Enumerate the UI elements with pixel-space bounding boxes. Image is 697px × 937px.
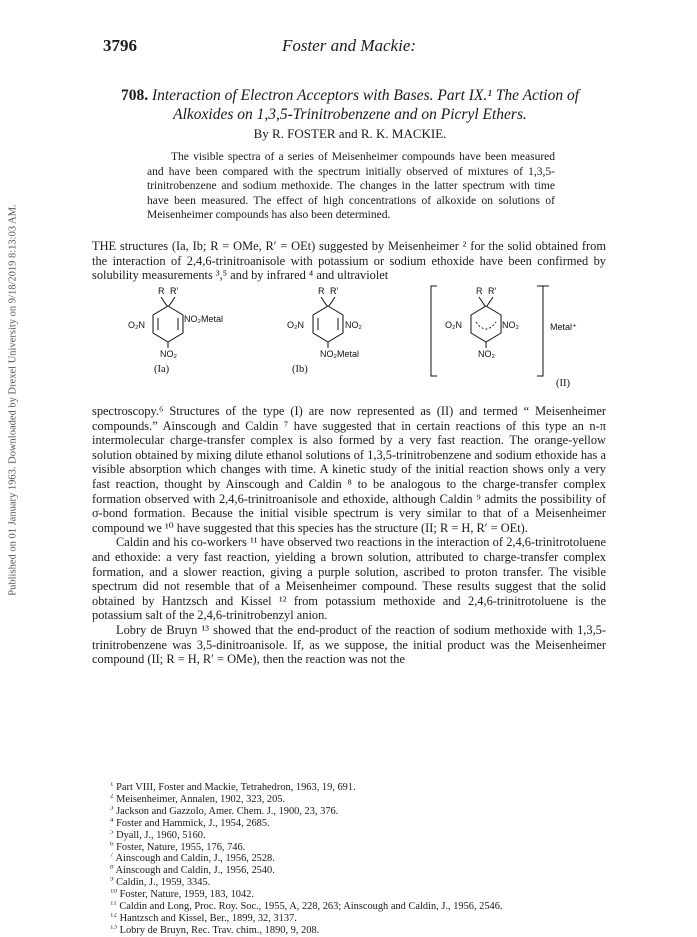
main-body bbox=[92, 404, 606, 667]
footnote: $^{13}$ Lobry de Bruyn, Rec. Trav. chim., 1890, 9, 208. bbox=[110, 924, 320, 936]
footnote: $^{10}$ Foster, Nature, 1959, 183, 1042. bbox=[110, 889, 254, 901]
label-ib: (Ib) bbox=[292, 364, 308, 375]
paragraph-intro bbox=[92, 239, 606, 283]
ib-no2-metal: NO₂Metal bbox=[320, 349, 360, 359]
ii-r-prime: R′ bbox=[488, 286, 497, 296]
footnote: $^6$ Foster, Nature, 1955, 176, 746. bbox=[110, 841, 246, 853]
download-note: Published on 01 January 1963. Downloaded by Drexel University on 9/18/2019 8:13:03 AM. bbox=[7, 204, 19, 596]
ia-no2: NO₂ bbox=[160, 349, 177, 359]
ia-r: R bbox=[158, 286, 165, 296]
ii-o2n: O₂N bbox=[445, 320, 462, 330]
structure-ia bbox=[128, 286, 223, 375]
label-ii: (II) bbox=[556, 378, 570, 389]
footnote: $^7$ Ainscough and Caldin, J., 1956, 2528. bbox=[110, 853, 275, 865]
abstract bbox=[147, 150, 555, 223]
ib-no2: NO₂ bbox=[345, 320, 362, 330]
structure-diagram bbox=[92, 284, 606, 392]
ib-r: R bbox=[318, 286, 325, 296]
footnote: $^8$ Ainscough and Caldin, J., 1956, 2540. bbox=[110, 865, 275, 877]
ib-o2n: O₂N bbox=[287, 320, 304, 330]
footnote: $^3$ Jackson and Gazzolo, Amer. Chem. J., 1900, 23, 376. bbox=[110, 805, 339, 817]
ia-no2-metal: NO₂Metal bbox=[184, 314, 224, 324]
paragraph-2: spectroscopy.⁶ Structures of the type (I) are now represented as (II) and termed “ Meisenheimer compounds.” Ainscough and Caldin ⁷ have suggested that in certain reactions of this type an n-π intermolecular charge-transfer complex is also formed by a very fast reaction. The orange-yellow solution obtained by mixing dilute ethanol solutions of 1,3,5-trinitrobenzene and sodium ethoxide has a visible absorption which changes with time. A kinetic study of the initial reaction shows only a very fast reaction, thought by Ainscough and Caldin ⁸ to be analogous to the charge-transfer complex formation observed with 2,4,6-trinitroanisole and ethoxide, although Caldin ⁹ admits the possibility of σ-bond formation. Because the initial visible spectrum is very similar to that of a Meisenheimer compound we ¹⁰ have suggested that this species has the structure (II; R = H, R′ = OEt). bbox=[92, 404, 606, 535]
paragraph-3: Caldin and his co-workers ¹¹ have observed two reactions in the interaction of 2,4,6-trinitrotoluene and ethoxide: a very fast reaction, yielding a brown solution, attributed to charge-transfer complex formation, and a slower reaction, giving a purple solution, ascribed to proton transfer. The visible spectrum did not resemble that of a Meisenheimer compound. These results suggest that the solid obtained by Hantzsch and Kissel ¹² from potassium methoxide and 2,4,6-trinitrotoluene is the potassium salt of the 2,4,6-trinitrobenzyl anion. bbox=[92, 535, 606, 623]
article-title bbox=[100, 86, 600, 124]
paragraph-1: THE structures (Ia, Ib; R = OMe, R′ = OEt) suggested by Meisenheimer ² for the solid obtained from the interaction of 2,4,6-trinitroanisole with potassium or sodium ethoxide have been confirmed by solubility measurements ³,⁵ and by infrared ⁴ and ultraviolet bbox=[92, 239, 606, 283]
article-number: 708. bbox=[120, 87, 149, 104]
footnote: $^9$ Caldin, J., 1959, 3345. bbox=[110, 877, 211, 889]
footnote: $^5$ Dyall, J., 1960, 5160. bbox=[110, 829, 206, 841]
structure-ii bbox=[431, 286, 577, 389]
article-title-text: Interaction of Electron Acceptors with Bases. Part IX.¹ The Action of Alkoxides on 1,3,5-Trinitrobenzene and on Picryl Ethers. bbox=[151, 87, 580, 123]
ii-r: R bbox=[476, 286, 483, 296]
download-watermark bbox=[4, 120, 22, 680]
footnotes bbox=[110, 782, 590, 937]
ia-r-prime: R′ bbox=[170, 286, 179, 296]
structure-figure bbox=[92, 284, 606, 392]
ii-metal-cation: Metal⁺ bbox=[550, 322, 577, 332]
page-header bbox=[103, 36, 595, 58]
structure-ib bbox=[287, 286, 363, 375]
abstract-text: The visible spectra of a series of Meisenheimer compounds have been measured and have been compared with the spectrum initially observed of mixtures of 1,3,5-trinitrobenzene and sodium methoxide. The changes in the latter spectrum with time have been measured. The effect of high concentrations of alkoxide on solutions of Meisenheimer compounds has also been determined. bbox=[147, 151, 555, 221]
footnote: $^4$ Foster and Hammick, J., 1954, 2685. bbox=[110, 817, 270, 829]
footnote: $^{12}$ Hantzsch and Kissel, Ber., 1899, 32, 3137. bbox=[110, 912, 297, 924]
footnote: $^2$ Meisenheimer, Annalen, 1902, 323, 205. bbox=[110, 793, 286, 805]
label-ia: (Ia) bbox=[154, 364, 170, 375]
ia-o2n: O₂N bbox=[128, 320, 145, 330]
ib-r-prime: R′ bbox=[330, 286, 339, 296]
page-number: 3796 bbox=[103, 36, 137, 55]
ii-no2-bottom: NO₂ bbox=[478, 349, 495, 359]
ii-no2: NO₂ bbox=[502, 320, 519, 330]
running-head: Foster and Mackie: bbox=[281, 36, 417, 55]
paragraph-4: Lobry de Bruyn ¹³ showed that the end-product of the reaction of sodium methoxide with 1,3,5-trinitrobenzene was 3,5-dinitroanisole. If, as we suppose, the initial product was the Meisenheimer compound (II; R = H, R′ = OMe), then the reaction was not the bbox=[92, 622, 606, 667]
footnote: $^{11}$ Caldin and Long, Proc. Roy. Soc., 1955, A, 228, 263; Ainscough and Caldin, J., 1956, 2546. bbox=[110, 901, 503, 913]
footnote: $^1$ Part VIII, Foster and Mackie, Tetrahedron, 1963, 19, 691. bbox=[110, 782, 356, 793]
authors: By R. FOSTER and R. K. MACKIE. bbox=[253, 126, 447, 141]
